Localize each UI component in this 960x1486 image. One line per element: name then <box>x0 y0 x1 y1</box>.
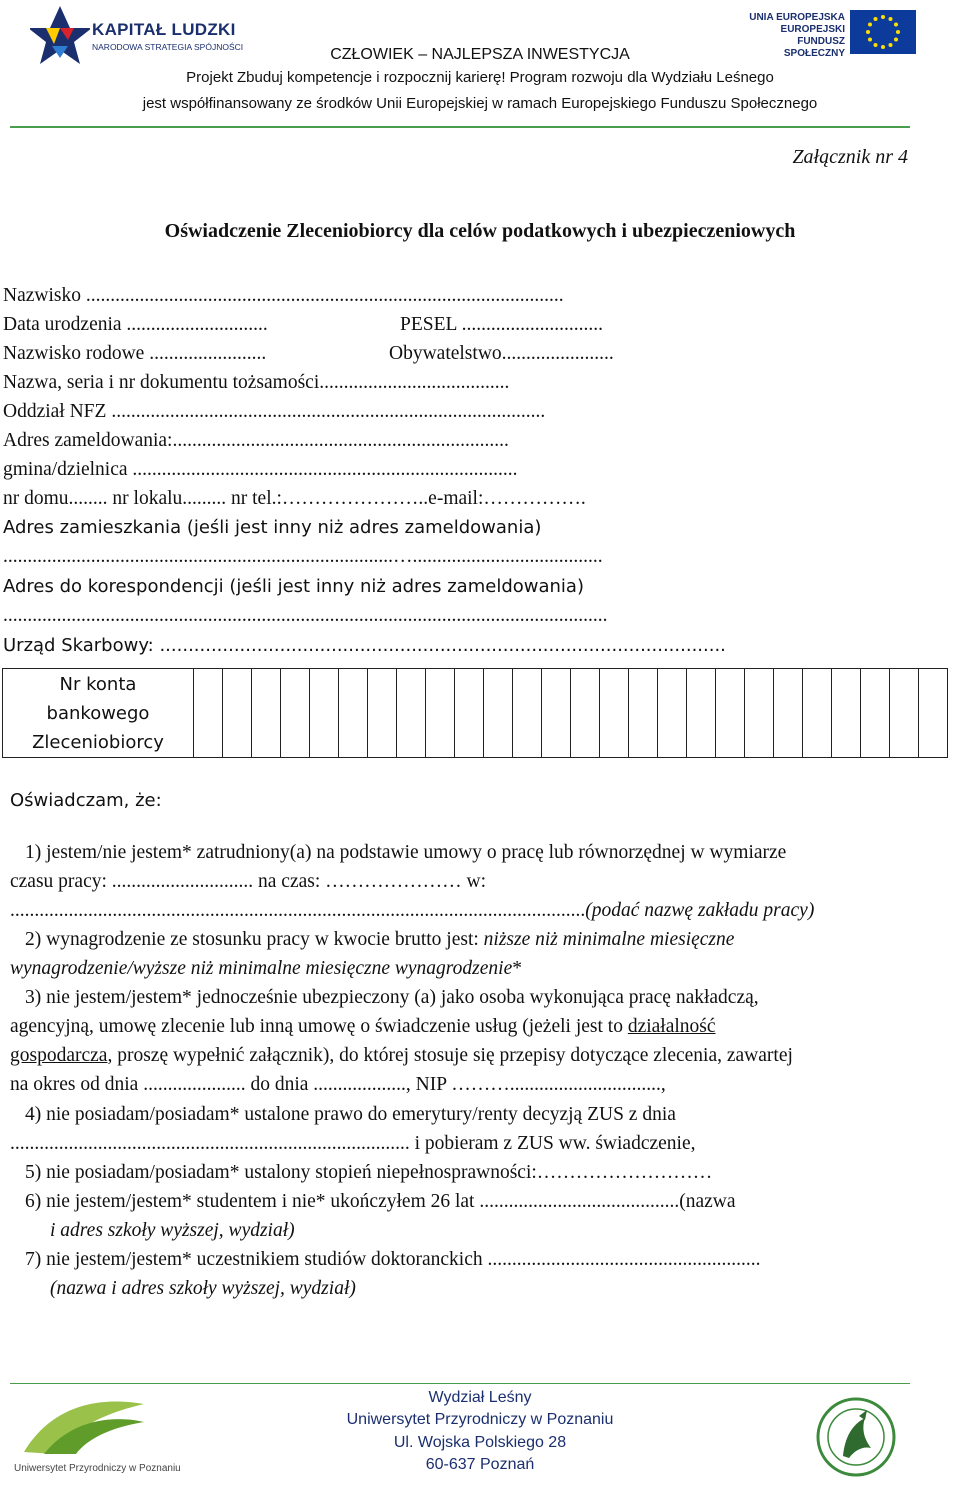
field-citizenship: Obywatelstwo....................... <box>389 343 614 364</box>
bank-account-label-line2: bankowego <box>46 702 150 724</box>
item-3-text: agencyjną, umowę zlecenie lub inną umowę o świadczenie usług (jeżeli jest to <box>10 1016 628 1037</box>
field-residence-address: Adres zamieszkania (jeśli jest inny niż adres zameldowania) <box>3 517 542 538</box>
item-7-line-1: 7) nie jestem/jestem* uczestnikiem studiów doktoranckich ........................................................ <box>25 1249 761 1270</box>
bank-account-label <box>3 669 194 758</box>
university-logo-text: Uniwersytet Przyrodniczy w Poznaniu <box>14 1463 181 1474</box>
field-registered-address: Adres zameldowania:..................................................................... <box>3 430 509 451</box>
item-6-line-1: 6) nie jestem/jestem* studentem i nie* ukończyłem 26 lat .........................................(nazwa <box>25 1191 736 1212</box>
footer-divider <box>10 1383 910 1384</box>
account-digit-cell[interactable] <box>194 669 223 758</box>
field-maiden-name: Nazwisko rodowe ........................ <box>3 343 267 364</box>
item-3-line-4: na okres od dnia ..................... do dnia ..................., NIP ………..............................., <box>10 1074 666 1095</box>
header-divider <box>10 126 910 128</box>
item-2-line-1 <box>25 929 734 951</box>
account-digit-cell[interactable] <box>542 669 571 758</box>
bank-account-table <box>2 668 948 758</box>
field-surname: Nazwisko .................................................................................................. <box>3 285 564 306</box>
account-digit-cell[interactable] <box>310 669 339 758</box>
field-birth-date: Data urodzenia ............................. <box>3 314 268 335</box>
faculty-seal-icon <box>815 1396 897 1483</box>
item-3-text-cont: , proszę wypełnić załącznik), do której stosuje się przepisy dotyczące zlecenia, zawartej <box>107 1045 793 1066</box>
account-digit-cell[interactable] <box>832 669 861 758</box>
field-id-document: Nazwa, seria i nr dokumentu tożsamości....................................... <box>3 372 510 393</box>
item-2-line-2 <box>10 958 522 980</box>
header-line-1: CZŁOWIEK – NAJLEPSZA INWESTYCJA <box>330 46 630 63</box>
declaration-heading: Oświadczam, że: <box>10 790 162 811</box>
item-2-star: * <box>512 958 522 979</box>
footer-line-3: Ul. Wojska Polskiego 28 <box>393 1434 567 1451</box>
footer-line-4: 60-637 Poznań <box>425 1456 535 1473</box>
account-digit-cell[interactable] <box>252 669 281 758</box>
footer-line-2: Uniwersytet Przyrodniczy w Poznaniu <box>346 1411 614 1428</box>
account-digit-cell[interactable] <box>339 669 368 758</box>
account-digit-cell[interactable] <box>861 669 890 758</box>
account-digit-cell[interactable] <box>803 669 832 758</box>
item-2-text: 2) wynagrodzenie ze stosunku pracy w kwocie brutto jest: <box>25 929 484 950</box>
item-3-business-activity: działalność <box>627 1016 716 1037</box>
item-1-workplace-hint: (podać nazwę zakładu pracy) <box>585 900 815 921</box>
item-3-line-3 <box>10 1045 793 1067</box>
field-correspondence-address: Adres do korespondencji (jeśli jest inny niż adres zameldowania) <box>3 576 584 597</box>
item-1-line-3 <box>10 900 814 922</box>
item-4-line-1: 4) nie posiadam/posiadam* ustalone prawo do emerytury/renty decyzją ZUS z dnia <box>25 1104 676 1125</box>
item-4-line-2: .................................................................................. i pobieram z ZUS ww. świadczenie, <box>10 1133 696 1154</box>
item-5-line: 5) nie posiadam/posiadam* ustalony stopień niepełnosprawności:……………………… <box>25 1162 713 1183</box>
account-digit-cell[interactable] <box>223 669 252 758</box>
eu-logo-line2: EUROPEJSKI <box>780 24 845 35</box>
account-digit-cell[interactable] <box>484 669 513 758</box>
annex-label: Załącznik nr 4 <box>792 146 908 168</box>
eu-logo-line1: UNIA EUROPEJSKA <box>749 12 845 23</box>
item-3-line-2 <box>10 1016 716 1038</box>
account-digit-cell[interactable] <box>716 669 745 758</box>
account-digit-cell[interactable] <box>745 669 774 758</box>
header-line-3: jest współfinansowany ze środków Unii Europejskiej w ramach Europejskiego Funduszu Społecznego <box>142 95 818 112</box>
account-digit-cell[interactable] <box>426 669 455 758</box>
bank-account-label-line1: Nr konta <box>59 673 137 695</box>
field-nfz-branch: Oddział NFZ ......................................................................................... <box>3 401 546 422</box>
field-tax-office: Urząd Skarbowy: ................................................................................................... <box>3 635 726 656</box>
item-2-option-b: wynagrodzenie/wyższe niż minimalne miesięczne wynagrodzenie <box>10 958 513 979</box>
item-1-line-2: czasu pracy: ............................. na czas: ………………… w: <box>10 871 487 892</box>
account-digit-cell[interactable] <box>600 669 629 758</box>
account-digit-cell[interactable] <box>397 669 426 758</box>
item-7-line-2: (nazwa i adres szkoły wyższej, wydział) <box>50 1278 356 1299</box>
account-digit-cell[interactable] <box>919 669 948 758</box>
account-digit-cell[interactable] <box>513 669 542 758</box>
field-house-phone-email: nr domu........ nr lokalu......... nr tel.:…………………..e-mail:……………. <box>3 488 586 509</box>
account-digit-cell[interactable] <box>890 669 919 758</box>
field-residence-address-dots: ................................................................................…....................................... <box>3 546 603 567</box>
kapital-ludzki-subtitle: NARODOWA STRATEGIA SPÓJNOŚCI <box>92 42 244 52</box>
item-3-business-activity-cont: gospodarcza <box>10 1045 108 1066</box>
account-digit-cell[interactable] <box>629 669 658 758</box>
header-line-2: Projekt Zbuduj kompetencje i rozpocznij karierę! Program rozwoju dla Wydziału Leśnego <box>186 69 774 86</box>
kapital-ludzki-title: KAPITAŁ LUDZKI <box>92 20 236 39</box>
account-digit-cell[interactable] <box>368 669 397 758</box>
item-3-line-1: 3) nie jestem/jestem* jednocześnie ubezpieczony (a) jako osoba wykonująca pracę nakładczą, <box>25 987 759 1008</box>
account-digit-cell[interactable] <box>658 669 687 758</box>
account-digit-cell[interactable] <box>281 669 310 758</box>
account-digit-cell[interactable] <box>687 669 716 758</box>
field-correspondence-address-dots: ............................................................................................................................ <box>3 605 608 626</box>
item-2-option-a: niższe niż minimalne miesięczne <box>483 929 735 950</box>
eu-logo-line3: FUNDUSZ SPOŁECZNY <box>783 36 845 59</box>
document-title: Oświadczenie Zleceniobiorcy dla celów podatkowych i ubezpieczeniowych <box>164 220 796 242</box>
bank-account-label-line3: Zleceniobiorcy <box>32 731 164 753</box>
account-digit-cell[interactable] <box>774 669 803 758</box>
account-digit-cell[interactable] <box>571 669 600 758</box>
field-commune: gmina/dzielnica ............................................................................... <box>3 459 518 480</box>
account-digit-cell[interactable] <box>455 669 484 758</box>
footer-line-1: Wydział Leśny <box>428 1389 532 1406</box>
field-pesel: PESEL ............................. <box>400 314 603 335</box>
item-1-line-1: 1) jestem/nie jestem* zatrudniony(a) na podstawie umowy o pracę lub równorzędnej w wymiarze <box>25 842 787 863</box>
item-1-dots: ...................................................................................................................... <box>10 900 586 921</box>
item-6-line-2: i adres szkoły wyższej, wydział) <box>50 1220 295 1241</box>
